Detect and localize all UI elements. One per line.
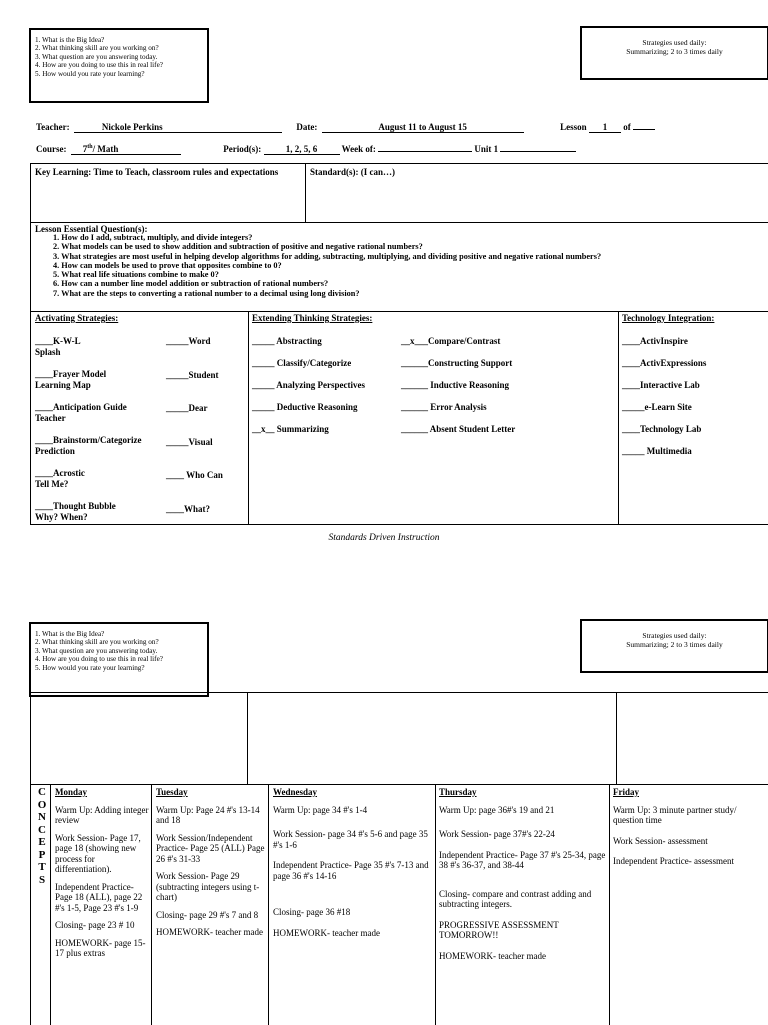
- wednesday-item: Warm Up: page 34 #'s 1-4: [273, 804, 368, 815]
- wednesday-column: [273, 787, 433, 945]
- essential-questions-list: [53, 233, 601, 298]
- activating-item: ____Brainstorm/Categorize: [35, 435, 142, 445]
- monday-item: HOMEWORK- page 15-17 plus extras: [55, 937, 146, 958]
- concepts-letter: E: [38, 836, 46, 848]
- activating-item: _____Visual: [166, 436, 213, 447]
- friday-header: Friday: [613, 787, 639, 797]
- monday-column: [55, 787, 149, 966]
- thursday-column: [439, 787, 607, 968]
- lesson-form-table: [30, 163, 768, 525]
- question-item: 5. How would you rate your learning?: [35, 663, 145, 672]
- strategies-value: Summarizing; 2 to 3 times daily: [626, 47, 723, 56]
- big-idea-questions-list-2: [35, 630, 203, 672]
- wednesday-item: Independent Practice- Page 35 #'s 7-13 and page 36 #'s 14-16: [273, 860, 429, 881]
- tuesday-item: Work Session- Page 29 (subtracting integers using t-chart): [156, 871, 260, 902]
- essential-question: 3. What strategies are most useful in helping develop algorithms for adding, subtracting, multiplying, and dividing positive and negative rational numbers?: [53, 251, 602, 261]
- lesson-value: 1: [589, 122, 621, 133]
- strategies-label: Strategies used daily:: [642, 38, 707, 47]
- activating-item: ____ Who Can: [166, 470, 223, 480]
- activating-item: Teacher: [35, 412, 66, 423]
- activating-item: Prediction: [35, 445, 75, 456]
- activating-item: ____Frayer Model: [35, 369, 107, 379]
- strategies-value: Summarizing; 2 to 3 times daily: [626, 640, 723, 649]
- extending-right-list: [401, 336, 616, 435]
- extending-item: _____ Deductive Reasoning: [252, 402, 358, 412]
- friday-item: Warm Up: 3 minute partner study/ question time: [613, 804, 737, 825]
- extending-item: _____ Abstracting: [252, 336, 322, 346]
- extending-item: _____ Analyzing Perspectives: [252, 380, 365, 390]
- activating-left-list: [35, 336, 165, 522]
- thursday-item: Work Session- page 37#'s 22-24: [439, 829, 555, 839]
- extending-item: ______ Inductive Reasoning: [401, 380, 510, 390]
- lesson-label: Lesson: [560, 122, 587, 132]
- extending-item: __x__ Summarizing: [252, 424, 329, 434]
- monday-item: Closing- page 23 # 10: [55, 920, 135, 930]
- monday-header: Monday: [55, 787, 88, 797]
- activating-item: ____Thought Bubble: [35, 501, 116, 511]
- teacher-name: Nickole Perkins: [74, 122, 282, 133]
- question-item: 3. What question are you answering today.: [35, 646, 158, 655]
- tuesday-item: HOMEWORK- teacher made: [156, 927, 263, 937]
- monday-item: Work Session- Page 17, page 18 (showing new process for differentiation).: [55, 832, 141, 874]
- activating-item: ____What?: [166, 503, 211, 514]
- teacher-row: [36, 122, 766, 133]
- activating-item: Why? When?: [35, 511, 88, 522]
- concepts-letter: C: [38, 823, 46, 836]
- concepts-vertical-label: [35, 786, 49, 886]
- thursday-header: Thursday: [439, 787, 477, 797]
- period-value: 1, 2, 5, 6: [264, 144, 340, 155]
- strategies-box: [580, 26, 768, 80]
- concepts-letter: C: [38, 786, 46, 798]
- essential-question: 1. How do I add, subtract, multiply, and divide integers?: [53, 233, 253, 242]
- course-label: Course:: [36, 144, 67, 154]
- activating-item: _____Dear: [166, 403, 208, 413]
- period-label: Period(s):: [223, 144, 262, 154]
- technology-title: Technology Integration:: [622, 313, 715, 323]
- week-value: [378, 151, 472, 152]
- weekly-plan-table: [30, 692, 768, 1025]
- extending-left-list: [252, 336, 402, 435]
- technology-item: _____e-Learn Site: [622, 402, 692, 412]
- tuesday-column: [156, 787, 266, 945]
- activating-title: Activating Strategies:: [35, 313, 119, 323]
- question-item: 2. What thinking skill are you working on?: [35, 44, 159, 53]
- thursday-item: Warm Up: page 36#'s 19 and 21: [439, 804, 555, 815]
- big-idea-questions-box-2: [29, 622, 209, 697]
- activating-item: ____Acrostic: [35, 468, 85, 478]
- tuesday-header: Tuesday: [156, 787, 188, 797]
- of-label: of: [623, 122, 631, 132]
- extending-title: Extending Thinking Strategies:: [252, 313, 373, 323]
- activating-item: _____Word: [166, 336, 211, 346]
- tuesday-item: Work Session/Independent Practice- Page 25 (ALL) Page 26 #'s 31-33: [156, 832, 265, 864]
- course-value: [71, 144, 181, 155]
- friday-item: Work Session- assessment: [613, 835, 708, 846]
- course-grade-suffix: th: [87, 144, 93, 150]
- question-item: 5. How would you rate your learning?: [35, 69, 145, 78]
- question-item: 3. What question are you answering today.: [35, 52, 158, 61]
- course-subject: / Math: [92, 144, 119, 154]
- extending-item: ______Constructing Support: [401, 358, 513, 368]
- friday-item: Independent Practice- assessment: [613, 856, 734, 866]
- concepts-letter: N: [38, 811, 46, 823]
- monday-item: Independent Practice- Page 18 (ALL), page 22 #'s 1-5, Page 23 #'s 1-9: [55, 881, 143, 913]
- tuesday-item: Warm Up: Page 24 #'s 13-14 and 18: [156, 804, 260, 825]
- activating-item: _____Student: [166, 369, 219, 380]
- question-item: 2. What thinking skill are you working on?: [35, 638, 159, 647]
- extending-item: ______ Error Analysis: [401, 402, 487, 412]
- technology-item: ____ActivExpressions: [622, 358, 707, 368]
- technology-item: ____Interactive Lab: [622, 380, 700, 390]
- essential-question: 4. How can models be used to prove that opposites combine to 0?: [53, 260, 282, 270]
- key-learning: Key Learning: Time to Teach, classroom rules and expectations: [35, 167, 279, 177]
- course-row: [36, 144, 766, 155]
- technology-item: ____ActivInspire: [622, 336, 688, 346]
- concepts-letter: T: [38, 861, 46, 873]
- lesson-total: [633, 129, 655, 130]
- thursday-item: Independent Practice- Page 37 #'s 25-34, page 38 #'s 36-37, and 38-44: [439, 849, 606, 870]
- question-item: 1. What is the Big Idea?: [35, 36, 105, 44]
- wednesday-item: Closing- page 36 #18: [273, 907, 351, 917]
- concepts-letter: S: [38, 873, 46, 886]
- wednesday-header: Wednesday: [273, 787, 318, 797]
- unit-value: [500, 151, 576, 152]
- week-label: Week of:: [341, 144, 376, 154]
- activating-item: Tell Me?: [35, 478, 69, 489]
- activating-item: ____K-W-L: [35, 336, 81, 346]
- question-item: 4. How are you doing to use this in real life?: [35, 655, 163, 664]
- essential-questions-title: Lesson Essential Question(s):: [35, 224, 148, 234]
- question-item: 4. How are you doing to use this in real life?: [35, 61, 163, 70]
- strategies-label: Strategies used daily:: [642, 631, 707, 640]
- activating-item: Learning Map: [35, 379, 91, 390]
- extending-item: ______ Absent Student Letter: [401, 424, 516, 434]
- activating-item: Splash: [35, 346, 61, 357]
- footer-text: Standards Driven Instruction: [328, 533, 440, 543]
- essential-question: 2. What models can be used to show addition and subtraction of positive and negative rational numbers?: [53, 242, 423, 252]
- date-label: Date:: [296, 122, 318, 132]
- date-value: August 11 to August 15: [322, 122, 524, 133]
- wednesday-item: HOMEWORK- teacher made: [273, 927, 380, 938]
- strategies-box-2: [580, 619, 768, 673]
- activating-item: ____Anticipation Guide: [35, 402, 127, 412]
- extending-item: _____ Classify/Categorize: [252, 358, 352, 368]
- thursday-item: PROGRESSIVE ASSESSMENT TOMORROW!!: [439, 919, 559, 940]
- thursday-item: Closing- compare and contrast adding and subtracting integers.: [439, 888, 592, 909]
- tuesday-item: Closing- page 29 #'s 7 and 8: [156, 909, 259, 920]
- unit-label: Unit 1: [474, 144, 499, 154]
- technology-item: ____Technology Lab: [622, 424, 702, 434]
- friday-column: [613, 787, 768, 874]
- thursday-item: HOMEWORK- teacher made: [439, 950, 546, 961]
- wednesday-item: Work Session- page 34 #'s 5-6 and page 35 #'s 1-6: [273, 829, 428, 850]
- essential-question: 5. What real life situations combine to make 0?: [53, 270, 219, 280]
- technology-list: [622, 336, 767, 457]
- standards-label: Standard(s): (I can…): [310, 167, 396, 177]
- question-item: 1. What is the Big Idea?: [35, 630, 105, 638]
- big-idea-questions-box: [29, 28, 209, 103]
- essential-question: 6. How can a number line model addition or subtraction of rational numbers?: [53, 279, 329, 289]
- monday-item: Warm Up: Adding integer review: [55, 804, 149, 825]
- course-grade: 7: [82, 144, 88, 154]
- activating-right-list: [166, 336, 246, 514]
- teacher-label: Teacher:: [36, 122, 70, 132]
- concepts-letter: O: [37, 798, 47, 811]
- essential-question: 7. What are the steps to converting a rational number to a decimal using long division?: [53, 288, 360, 298]
- concepts-letter: P: [38, 848, 46, 861]
- big-idea-questions-list: [35, 36, 203, 78]
- extending-item: __x___Compare/Contrast: [401, 336, 501, 346]
- technology-item: _____ Multimedia: [622, 446, 692, 456]
